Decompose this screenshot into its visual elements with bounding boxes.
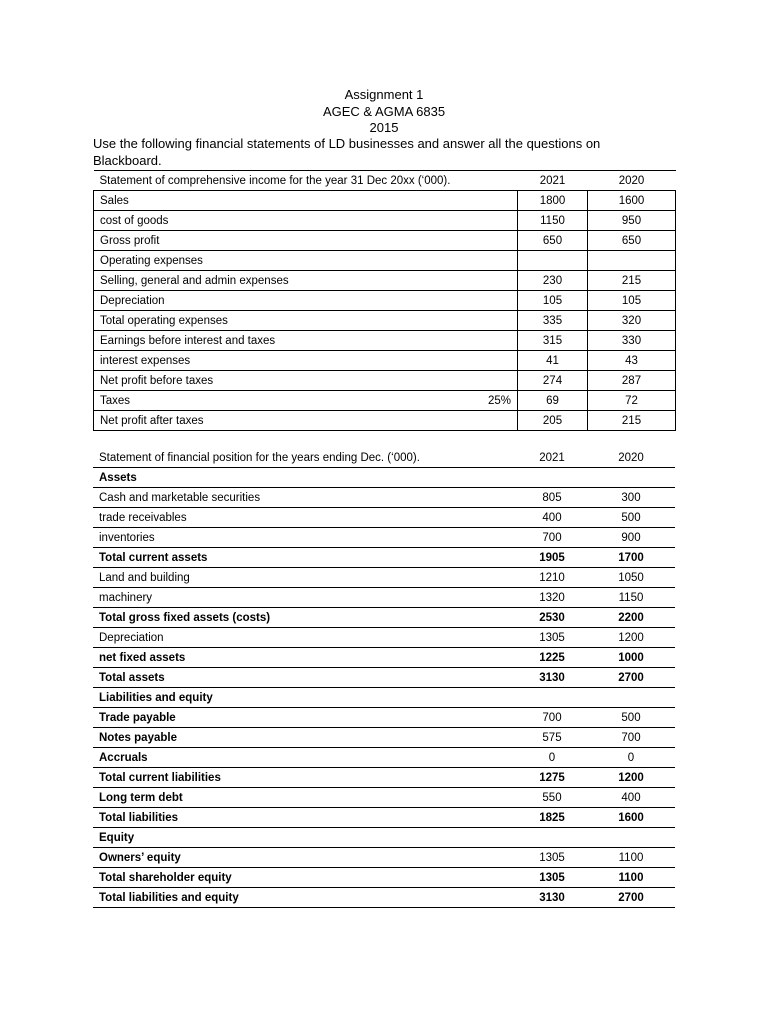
row-label: Earnings before interest and taxes bbox=[94, 331, 468, 351]
total-row bbox=[93, 808, 675, 828]
value-2021: 2530 bbox=[517, 608, 587, 628]
value-2021 bbox=[517, 688, 587, 708]
row-label: Equity bbox=[93, 828, 517, 848]
value-2021: 41 bbox=[518, 351, 588, 371]
assignment-title: Assignment 1 bbox=[344, 87, 424, 102]
row-label: Taxes bbox=[94, 391, 468, 411]
position-col-2020: 2020 bbox=[587, 448, 675, 468]
value-2020: 1700 bbox=[587, 548, 675, 568]
value-2020: 2700 bbox=[587, 888, 675, 908]
value-2020: 2200 bbox=[587, 608, 675, 628]
row-pct bbox=[468, 371, 518, 391]
row-label: machinery bbox=[93, 588, 517, 608]
row-label: Trade payable bbox=[93, 708, 517, 728]
value-2021: 3130 bbox=[517, 888, 587, 908]
row-label: Total gross fixed assets (costs) bbox=[93, 608, 517, 628]
value-2021: 335 bbox=[518, 311, 588, 331]
value-2021: 0 bbox=[517, 748, 587, 768]
value-2021: 650 bbox=[518, 231, 588, 251]
value-2021: 805 bbox=[517, 488, 587, 508]
value-2021: 315 bbox=[518, 331, 588, 351]
income-header-row bbox=[94, 171, 676, 191]
value-2021: 700 bbox=[517, 528, 587, 548]
table-row bbox=[93, 588, 675, 608]
instructions-text: Use the following financial statements of LD businesses and answer all the questions on Blackboard. bbox=[93, 136, 601, 168]
income-statement-table bbox=[93, 170, 676, 431]
row-label: Sales bbox=[94, 191, 468, 211]
row-label: Land and building bbox=[93, 568, 517, 588]
row-label: Depreciation bbox=[93, 628, 517, 648]
table-row bbox=[93, 568, 675, 588]
value-2020 bbox=[587, 828, 675, 848]
total-row bbox=[93, 868, 675, 888]
table-row bbox=[94, 291, 676, 311]
table-row bbox=[94, 351, 676, 371]
total-row bbox=[93, 768, 675, 788]
value-2021: 1305 bbox=[517, 848, 587, 868]
row-label: Total operating expenses bbox=[94, 311, 468, 331]
document-header bbox=[0, 87, 768, 137]
value-2021: 3130 bbox=[517, 668, 587, 688]
value-2021: 1225 bbox=[517, 648, 587, 668]
value-2020: 650 bbox=[588, 231, 676, 251]
row-label: Total shareholder equity bbox=[93, 868, 517, 888]
row-pct bbox=[468, 351, 518, 371]
table-row bbox=[93, 628, 675, 648]
value-2021: 230 bbox=[518, 271, 588, 291]
value-2021 bbox=[517, 468, 587, 488]
row-label: Total liabilities and equity bbox=[93, 888, 517, 908]
row-pct bbox=[468, 251, 518, 271]
value-2021: 69 bbox=[518, 391, 588, 411]
value-2021: 550 bbox=[517, 788, 587, 808]
section-header-row bbox=[93, 828, 675, 848]
row-pct bbox=[468, 311, 518, 331]
table-row bbox=[94, 311, 676, 331]
value-2020: 215 bbox=[588, 411, 676, 431]
row-label: Assets bbox=[93, 468, 517, 488]
row-pct bbox=[468, 331, 518, 351]
value-2021: 205 bbox=[518, 411, 588, 431]
row-label: Selling, general and admin expenses bbox=[94, 271, 468, 291]
value-2021: 1320 bbox=[517, 588, 587, 608]
table-row bbox=[93, 728, 675, 748]
row-pct bbox=[468, 231, 518, 251]
row-label: cost of goods bbox=[94, 211, 468, 231]
position-statement-title: Statement of financial position for the years ending Dec. (‘000). bbox=[93, 448, 517, 468]
row-pct bbox=[468, 271, 518, 291]
table-row bbox=[94, 211, 676, 231]
row-label: Liabilities and equity bbox=[93, 688, 517, 708]
value-2021: 105 bbox=[518, 291, 588, 311]
value-2020: 950 bbox=[588, 211, 676, 231]
row-label: Net profit before taxes bbox=[94, 371, 468, 391]
value-2021: 1305 bbox=[517, 868, 587, 888]
row-label: Cash and marketable securities bbox=[93, 488, 517, 508]
position-col-2021: 2021 bbox=[517, 448, 587, 468]
table-row bbox=[93, 488, 675, 508]
row-label: Owners’ equity bbox=[93, 848, 517, 868]
row-pct bbox=[468, 291, 518, 311]
row-pct bbox=[468, 191, 518, 211]
value-2020: 1200 bbox=[587, 768, 675, 788]
section-header-row bbox=[93, 468, 675, 488]
value-2021: 1825 bbox=[517, 808, 587, 828]
value-2020: 400 bbox=[587, 788, 675, 808]
table-row bbox=[94, 411, 676, 431]
value-2021: 700 bbox=[517, 708, 587, 728]
value-2021: 575 bbox=[517, 728, 587, 748]
row-label: inventories bbox=[93, 528, 517, 548]
table-row bbox=[94, 371, 676, 391]
total-row bbox=[93, 548, 675, 568]
row-label: Gross profit bbox=[94, 231, 468, 251]
table-row bbox=[93, 708, 675, 728]
value-2020: 330 bbox=[588, 331, 676, 351]
value-2020: 1050 bbox=[587, 568, 675, 588]
value-2020: 1200 bbox=[587, 628, 675, 648]
value-2020: 300 bbox=[587, 488, 675, 508]
total-row bbox=[93, 668, 675, 688]
value-2021: 1800 bbox=[518, 191, 588, 211]
value-2020: 1600 bbox=[587, 808, 675, 828]
financial-position-table bbox=[93, 448, 675, 908]
value-2021: 1150 bbox=[518, 211, 588, 231]
value-2020: 500 bbox=[587, 708, 675, 728]
assignment-year: 2015 bbox=[369, 120, 399, 135]
value-2020: 1000 bbox=[587, 648, 675, 668]
course-code: AGEC & AGMA 6835 bbox=[322, 103, 446, 119]
value-2021: 274 bbox=[518, 371, 588, 391]
row-label: Total assets bbox=[93, 668, 517, 688]
value-2020: 72 bbox=[588, 391, 676, 411]
table-row bbox=[93, 748, 675, 768]
table-row bbox=[93, 508, 675, 528]
income-col-2021: 2021 bbox=[518, 171, 588, 191]
row-label: Notes payable bbox=[93, 728, 517, 748]
row-label: Total liabilities bbox=[93, 808, 517, 828]
value-2020: 1100 bbox=[587, 868, 675, 888]
table-row bbox=[94, 191, 676, 211]
value-2020 bbox=[588, 251, 676, 271]
table-row bbox=[94, 271, 676, 291]
value-2020: 1100 bbox=[587, 848, 675, 868]
value-2020: 287 bbox=[588, 371, 676, 391]
value-2021: 1905 bbox=[517, 548, 587, 568]
row-label: Accruals bbox=[93, 748, 517, 768]
row-label: Operating expenses bbox=[94, 251, 468, 271]
value-2020: 43 bbox=[588, 351, 676, 371]
value-2021: 1305 bbox=[517, 628, 587, 648]
table-row bbox=[93, 528, 675, 548]
value-2020: 500 bbox=[587, 508, 675, 528]
value-2021: 400 bbox=[517, 508, 587, 528]
position-header-row bbox=[93, 448, 675, 468]
row-pct bbox=[468, 211, 518, 231]
total-row bbox=[93, 888, 675, 908]
tax-rate: 25% bbox=[468, 391, 518, 411]
value-2020: 900 bbox=[587, 528, 675, 548]
value-2020 bbox=[587, 468, 675, 488]
value-2020: 320 bbox=[588, 311, 676, 331]
row-label: Total current liabilities bbox=[93, 768, 517, 788]
value-2020: 1150 bbox=[587, 588, 675, 608]
value-2021: 1210 bbox=[517, 568, 587, 588]
value-2020: 105 bbox=[588, 291, 676, 311]
value-2020 bbox=[587, 688, 675, 708]
total-row bbox=[93, 608, 675, 628]
row-label: interest expenses bbox=[94, 351, 468, 371]
row-pct bbox=[468, 411, 518, 431]
value-2020: 2700 bbox=[587, 668, 675, 688]
value-2021 bbox=[518, 251, 588, 271]
table-row bbox=[94, 231, 676, 251]
income-col-2020: 2020 bbox=[588, 171, 676, 191]
section-header-row bbox=[93, 688, 675, 708]
row-label: trade receivables bbox=[93, 508, 517, 528]
value-2020: 700 bbox=[587, 728, 675, 748]
table-row bbox=[94, 251, 676, 271]
table-row bbox=[94, 391, 676, 411]
row-label: Long term debt bbox=[93, 788, 517, 808]
row-label: Net profit after taxes bbox=[94, 411, 468, 431]
row-label: net fixed assets bbox=[93, 648, 517, 668]
income-statement-title: Statement of comprehensive income for the year 31 Dec 20xx (‘000). bbox=[94, 171, 518, 191]
value-2020: 215 bbox=[588, 271, 676, 291]
value-2020: 1600 bbox=[588, 191, 676, 211]
total-row bbox=[93, 648, 675, 668]
table-row bbox=[93, 788, 675, 808]
row-label: Depreciation bbox=[94, 291, 468, 311]
value-2021 bbox=[517, 828, 587, 848]
table-row bbox=[93, 848, 675, 868]
value-2021: 1275 bbox=[517, 768, 587, 788]
value-2020: 0 bbox=[587, 748, 675, 768]
row-label: Total current assets bbox=[93, 548, 517, 568]
table-row bbox=[94, 331, 676, 351]
